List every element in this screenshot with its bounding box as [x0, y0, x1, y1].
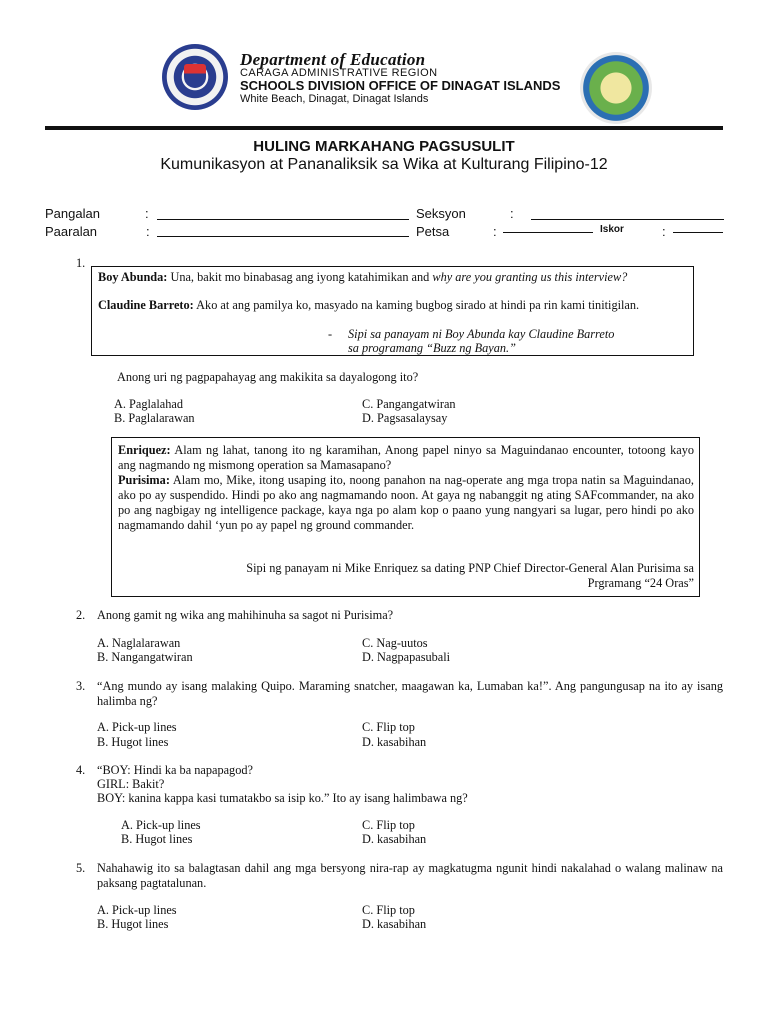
item-2-option-a[interactable]: A. Naglalarawan	[97, 636, 181, 650]
exam-title: HULING MARKAHANG PAGSUSULIT	[253, 138, 515, 155]
division-address: White Beach, Dinagat, Dinagat Islands	[240, 93, 429, 105]
dialogue-2-line-2	[118, 473, 694, 533]
item-5-option-a[interactable]: A. Pick-up lines	[97, 903, 177, 917]
item-2-number: 2.	[76, 608, 86, 622]
item-4-line-1: “BOY: Hindi ka ba napapagod?	[97, 763, 253, 777]
item-5-option-d[interactable]: D. kasabihan	[362, 917, 427, 931]
date-colon: :	[493, 224, 497, 239]
item-2-option-b[interactable]: B. Nangangatwiran	[97, 650, 193, 664]
source-dash: -	[328, 327, 333, 341]
exam-subtitle: Kumunikasyon at Pananaliksik sa Wika at Kulturang Filipino-12	[160, 156, 608, 173]
division-name: SCHOOLS DIVISION OFFICE OF DINAGAT ISLANDS	[240, 78, 561, 93]
score-field[interactable]	[673, 232, 723, 233]
item-5-question: Nahahawig ito sa balagtasan dahil ang mga bersyong nira-rap ay magkatugma ngunit hindi nakalahad o walang malinaw na paksang pagtatalunan.	[97, 861, 723, 890]
purisima-text: Alam mo, Mike, itong usaping ito, noong panahon na nag-operate ang mga tropa natin sa Maguindanao, ako po ay suspendido. Hindi po ako ang nagmamando noon. At gaya ng nabanggit ng ating SAFcommander, na ako po ang nagbigay ng intelligence package, kaya nga po alam kop o paano yung nangyari sa lugar, pero hindi po ako nagmamando dahil ‘yun po ay papel ng ground commander.	[118, 473, 694, 532]
section-colon: :	[510, 206, 514, 221]
date-field[interactable]	[503, 232, 593, 233]
speaker-boy-abunda: Boy Abunda:	[98, 270, 168, 284]
item-3-question: “Ang mundo ay isang malaking Quipo. Maraming snatcher, maagawan ka, Lumaban ka!”. Ang pangungusap na ito ay isang halimba ng?	[97, 679, 723, 708]
enriquez-text: Alam ng lahat, tanong ito ng karamihan, Anong papel ninyo sa Maguindanao encounter, totoong kayo ang nagmando ng mismong operation sa Mamasapano?	[118, 443, 694, 472]
source-2-line-2: Prgramang “24 Oras”	[587, 576, 694, 590]
claudine-barreto-text: Ako at ang pamilya ko, masyado na kaming bugbog sirado at hindi pa rin kami tinitigilan.	[193, 298, 640, 312]
item-4-number: 4.	[76, 763, 86, 777]
item-5-number: 5.	[76, 861, 86, 875]
item-4-option-d[interactable]: D. kasabihan	[362, 832, 427, 846]
speaker-enriquez: Enriquez:	[118, 443, 171, 457]
division-seal-logo	[580, 52, 652, 124]
item-3-option-c[interactable]: C. Flip top	[362, 720, 415, 734]
item-2-option-c[interactable]: C. Nag-uutos	[362, 636, 428, 650]
item-2-question: Anong gamit ng wika ang mahihinuha sa sagot ni Purisima?	[97, 608, 394, 622]
item-3-option-a[interactable]: A. Pick-up lines	[97, 720, 177, 734]
school-label: Paaralan	[45, 224, 98, 239]
boy-abunda-italic-text: why are you granting us this interview?	[432, 270, 628, 284]
item-1-number: 1.	[76, 256, 86, 270]
item-5-option-c[interactable]: C. Flip top	[362, 903, 415, 917]
speaker-claudine-barreto: Claudine Barreto:	[98, 298, 194, 312]
item-1-option-b[interactable]: B. Paglalarawan	[114, 411, 195, 425]
dialogue-1-line-2	[98, 298, 686, 313]
dialogue-1-line-1	[98, 270, 686, 285]
department-name: Department of Education	[240, 50, 426, 69]
item-3-option-d[interactable]: D. kasabihan	[362, 735, 427, 749]
item-2-option-d[interactable]: D. Nagpapasubali	[362, 650, 451, 664]
item-3-number: 3.	[76, 679, 86, 693]
item-4-line-3: BOY: kanina kappa kasi tumatakbo sa isip ko.” Ito ay isang halimbawa ng?	[97, 791, 468, 805]
source-2-line-1: Sipi ng panayam ni Mike Enriquez sa dating PNP Chief Director-General Alan Purisima sa	[246, 561, 694, 575]
school-field[interactable]	[157, 236, 409, 237]
name-colon: :	[145, 206, 149, 221]
item-1-question: Anong uri ng pagpapahayag ang makikita sa dayalogong ito?	[117, 370, 419, 384]
source-1-line-2: sa programang “Buzz ng Bayan.”	[348, 341, 516, 355]
item-1-option-d[interactable]: D. Pagsasalaysay	[362, 411, 448, 425]
name-label: Pangalan	[45, 206, 100, 221]
item-1-option-c[interactable]: C. Pangangatwiran	[362, 397, 456, 411]
deped-seal-logo	[162, 44, 228, 110]
section-field[interactable]	[531, 219, 724, 220]
dialogue-2-line-1	[118, 443, 694, 473]
item-5-option-b[interactable]: B. Hugot lines	[97, 917, 169, 931]
item-1-option-a[interactable]: A. Paglalahad	[114, 397, 183, 411]
school-colon: :	[146, 224, 150, 239]
score-label: Iskor	[600, 224, 624, 235]
item-4-option-a[interactable]: A. Pick-up lines	[121, 818, 201, 832]
speaker-purisima: Purisima:	[118, 473, 170, 487]
header-divider	[45, 126, 723, 130]
item-4-option-c[interactable]: C. Flip top	[362, 818, 415, 832]
source-1-line-1: Sipi sa panayam ni Boy Abunda kay Claudine Barreto	[348, 327, 615, 341]
date-label: Petsa	[416, 224, 450, 239]
item-3-option-b[interactable]: B. Hugot lines	[97, 735, 169, 749]
boy-abunda-text: Una, bakit mo binabasag ang iyong katahimikan and	[167, 270, 433, 284]
item-4-line-2: GIRL: Bakit?	[97, 777, 165, 791]
region-name: CARAGA ADMINISTRATIVE REGION	[240, 67, 438, 79]
score-colon: :	[662, 224, 666, 239]
item-4-option-b[interactable]: B. Hugot lines	[121, 832, 193, 846]
name-field[interactable]	[157, 219, 409, 220]
section-label: Seksyon	[416, 206, 466, 221]
